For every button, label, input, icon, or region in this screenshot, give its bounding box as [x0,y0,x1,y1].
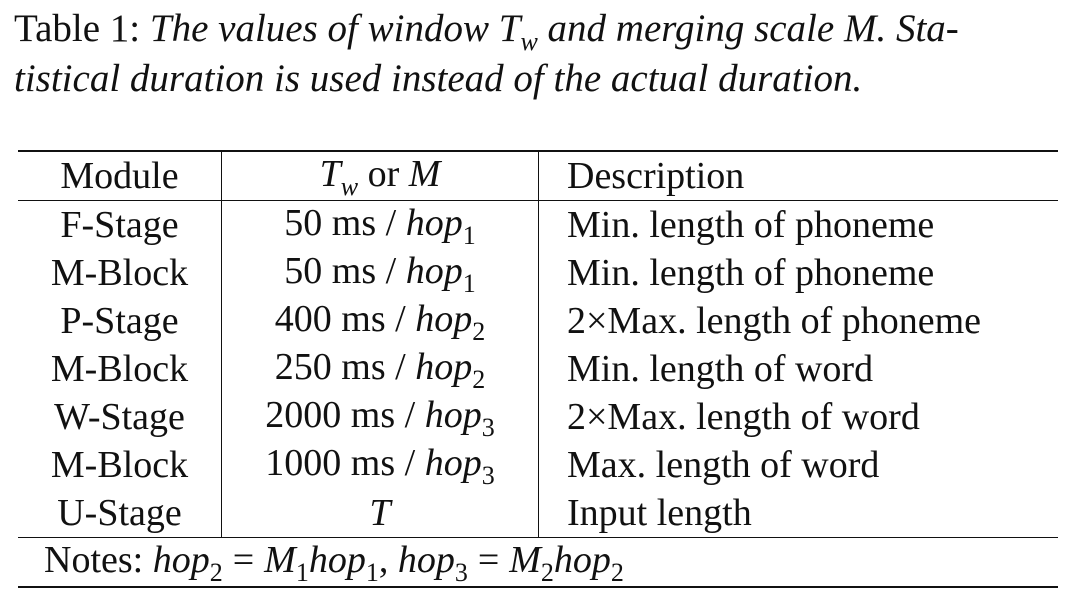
table-header-row [18,151,1058,201]
cell-description: Min. length of phoneme [567,252,935,294]
header-module: Module [18,151,222,201]
cell-description: Min. length of phoneme [567,204,935,246]
cell-description: 2×Max. length of word [567,396,920,438]
caption-symbol-tw: $T_w$ [498,7,538,56]
cell-value: 400 ms / hop$_2$ [222,297,539,345]
caption-text-a: The values of window [149,7,489,50]
cell-description: Input length [539,489,1059,538]
cell-value: 250 ms / hop$_2$ [222,345,539,393]
cell-module: F-Stage [18,201,222,250]
values-table [18,150,1058,588]
notes-label: Notes: [44,539,144,581]
caption-line-2: tistical duration is used instead of the actual duration. [14,57,863,100]
cell-module: M-Block [18,441,222,489]
caption-symbol-m: M [843,7,877,50]
cell-value: T [222,489,539,538]
table-row [18,489,1058,538]
cell-value: 50 ms / hop$_1$ [222,249,539,297]
table-row [18,201,1058,250]
caption-label: Table 1: [14,7,141,50]
table-notes-row [18,538,1058,588]
header-or-word: or [367,153,400,195]
cell-value: 50 ms / hop$_1$ [222,201,539,250]
cell-description: Max. length of word [567,444,880,486]
table-row [18,393,1058,441]
caption-text-c: . Sta- [876,7,959,50]
cell-description: Min. length of word [567,348,874,390]
cell-module: U-Stage [18,489,222,538]
header-tw-or-m: $T_w$ or M [222,151,539,201]
cell-module: W-Stage [18,393,222,441]
table-caption [14,6,1064,102]
cell-value: 1000 ms / hop$_3$ [222,441,539,489]
cell-module: P-Stage [18,297,222,345]
cell-description: 2×Max. length of phoneme [567,300,982,342]
table-notes: Notes: $hop_2 = M_1hop_1$, $hop_3 = M_2hop_2$ [44,539,624,587]
table-row [18,297,1058,345]
cell-module: M-Block [18,249,222,297]
cell-value: 2000 ms / hop$_3$ [222,393,539,441]
table-row [18,441,1058,489]
cell-module: M-Block [18,345,222,393]
caption-text-b: and merging scale [547,7,835,50]
table-row [18,345,1058,393]
header-description: Description [567,155,745,197]
table-row [18,249,1058,297]
